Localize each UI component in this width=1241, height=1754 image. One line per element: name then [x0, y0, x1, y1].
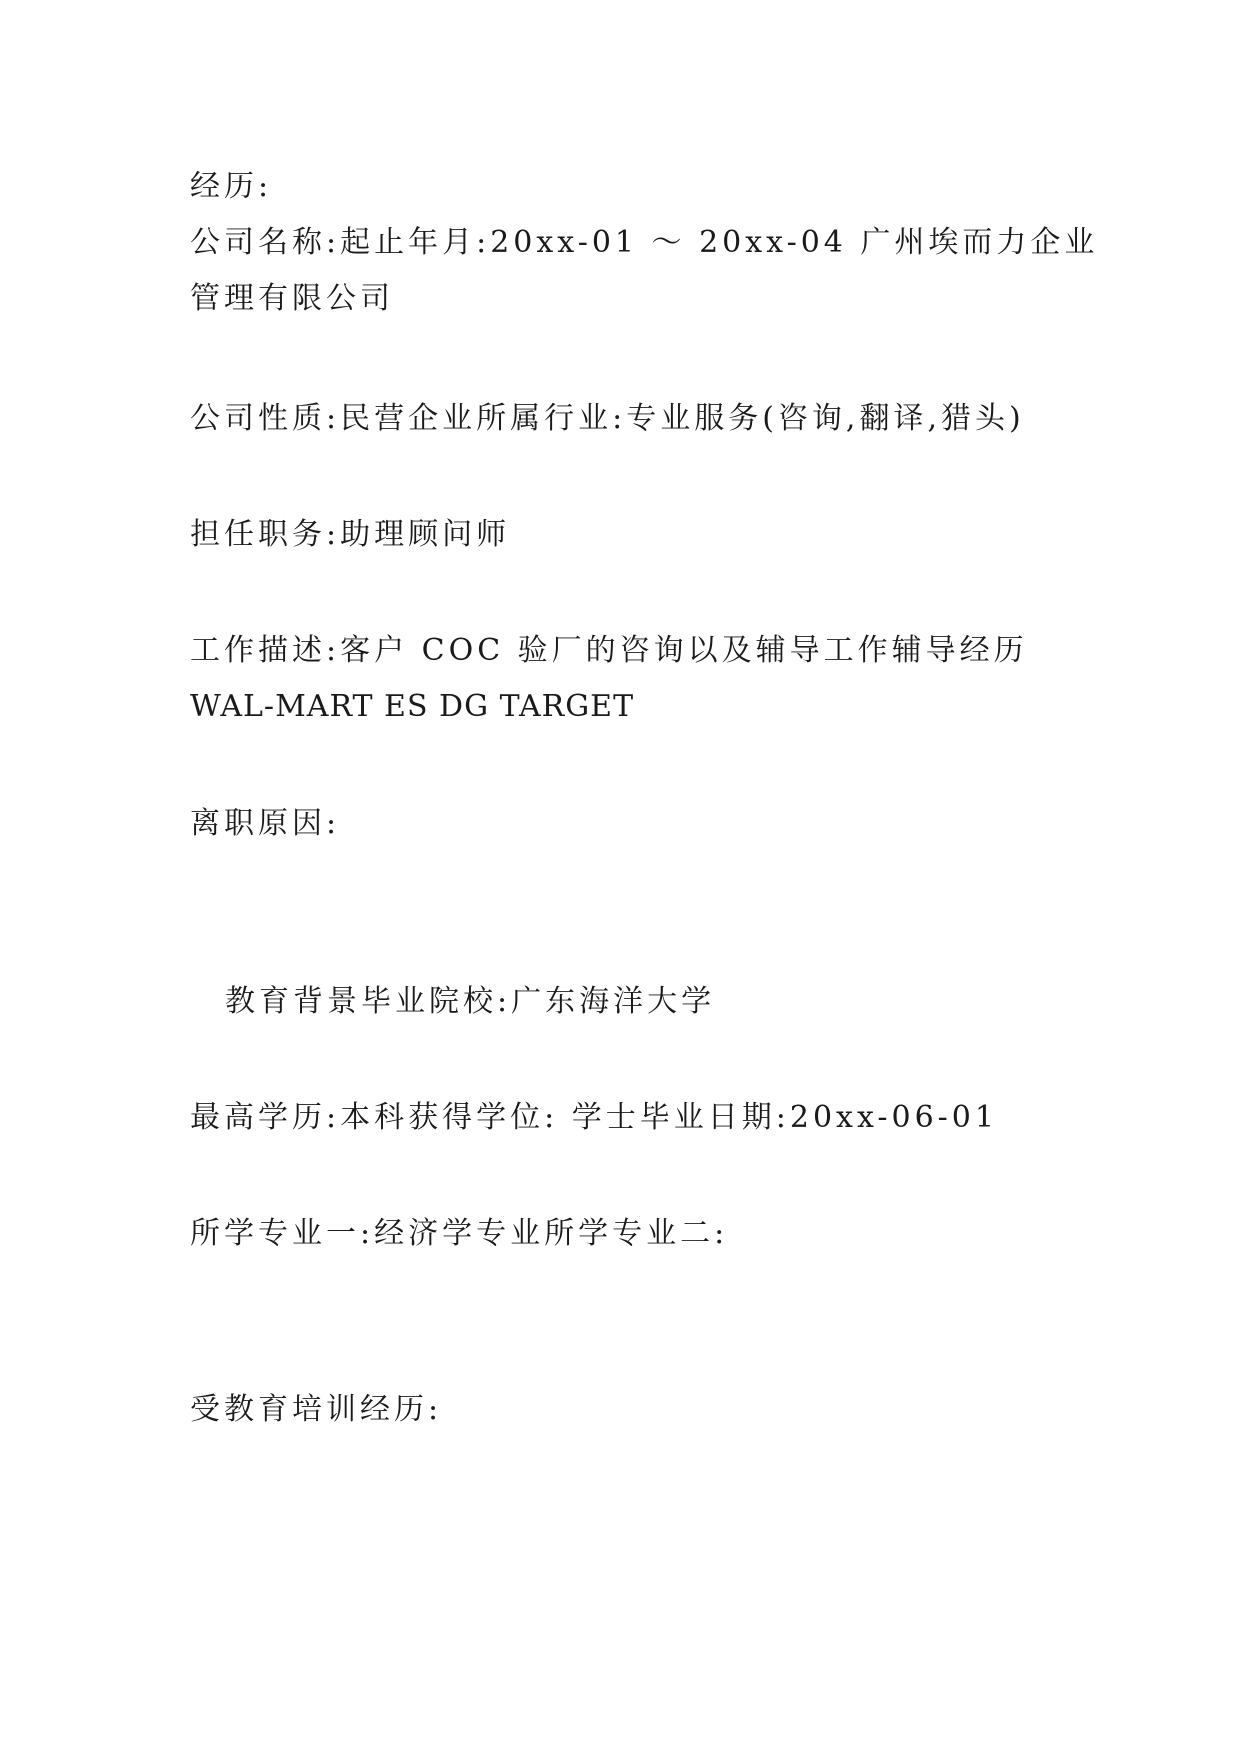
leave-reason: 离职原因:: [190, 806, 341, 841]
company-name-line-1: 公司名称:起止年月:20xx-01 ～ 20xx-04 广州埃而力企业: [190, 225, 1099, 260]
education-majors: 所学专业一:经济学专业所学专业二:: [190, 1216, 729, 1251]
education-school: 教育背景毕业院校:广东海洋大学: [225, 984, 716, 1019]
company-nature: 公司性质:民营企业所属行业:专业服务(咨询,翻译,猎头): [190, 401, 1025, 436]
job-description-line-2: WAL-MART ES DG TARGET: [190, 689, 635, 724]
job-description-line-1: 工作描述:客户 COC 验厂的咨询以及辅导工作辅导经历: [190, 633, 1028, 668]
education-training: 受教育培训经历:: [190, 1392, 443, 1427]
company-name-line-2: 管理有限公司: [190, 281, 394, 316]
job-position: 担任职务:助理顾问师: [190, 517, 511, 552]
education-degree: 最高学历:本科获得学位: 学士毕业日期:20xx-06-01: [190, 1100, 998, 1135]
experience-heading: 经历:: [190, 169, 273, 204]
